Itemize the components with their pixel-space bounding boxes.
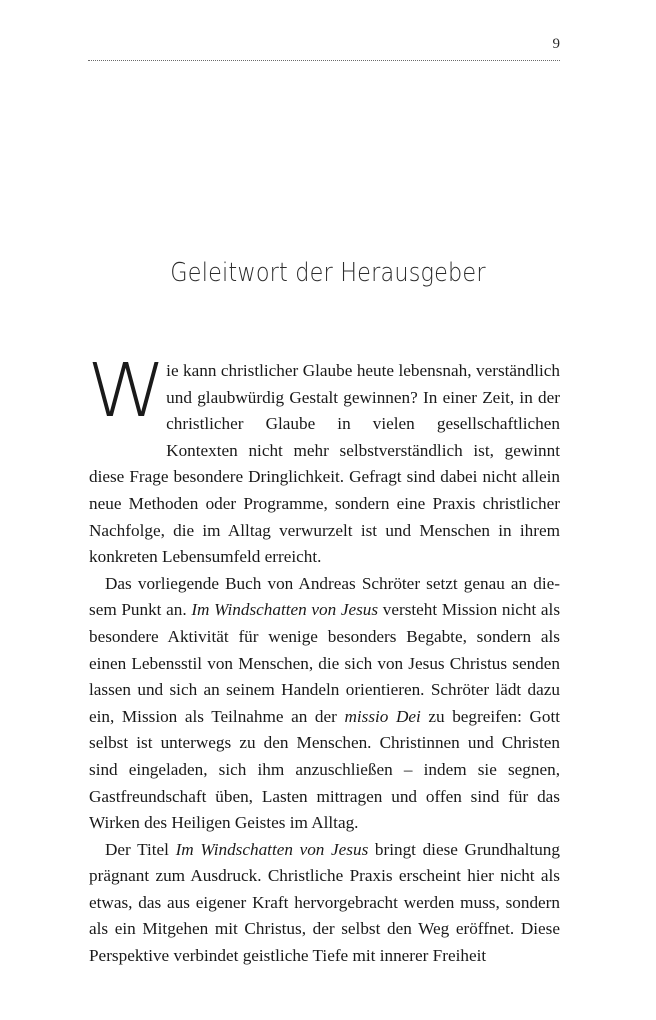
paragraph-3-text-b: bringt diese Grundhaltung prägnant zum Ausdruck. Christliche Praxis erscheint hier nicht als etwas, das aus eigener Kraft hervorgebracht werden muss, sondern als ein Mitgehen mit Christus, der selbst den Weg eröffnet. Diese Perspektive verbindet geistliche Tiefe mit innerer Freiheit — [89, 839, 560, 966]
paragraph-3 — [89, 837, 560, 970]
paragraph-3-text-a: Der Titel — [105, 839, 176, 859]
chapter-title: Geleitwort der Herausgeber — [170, 258, 486, 288]
drop-cap: W — [87, 348, 167, 434]
paragraph-2-text-b: versteht Mission nicht als besondere Aktivität für wenige besonders Begabte, sondern als einen Lebensstil von Menschen, die sich von Jesus Christus senden lassen und sich an seinem Handeln orientieren. Schröter lädt dazu ein, Mission als Teilnahme an der — [89, 600, 561, 726]
paragraph-1 — [87, 348, 560, 571]
paragraph-1-text: ie kann christlicher Glaube heute lebensnah, verständlich und glaubwürdig Gestalt gewinnen? In einer Zeit, in der christlicher Glaube in vielen gesellschaftlichen Kontexten nicht mehr selbstverständlich ist, gewinnt diese Frage besondere Dringlichkeit. Gefragt sind dabei nicht allein neue Methoden oder Programme, sondern eine Praxis christlicher Nachfolge, die im Alltag verwurzelt ist und Menschen in ihrem konkreten Lebensumfeld erreicht. — [89, 361, 560, 567]
book-title-italic-2: Im Windschatten von Jesus — [175, 839, 369, 859]
paragraph-2-text-c: zu begreifen: Gott selbst ist unterwegs zu den Menschen. Christinnen und Christen sind eingeladen, sich ihm anzuschließen – indem sie segnen, Gastfreundschaft üben, Lasten mittragen und offen sind für das Wirken des Heiligen Geistes im Alltag. — [89, 706, 560, 833]
book-title-italic: Im Windschatten von Jesus — [191, 600, 379, 620]
header-rule — [88, 60, 560, 61]
paragraph-2 — [89, 571, 560, 837]
missio-dei-italic: missio Dei — [344, 706, 421, 726]
page-number: 9 — [552, 36, 560, 52]
body-text — [87, 348, 561, 970]
paragraph-2-text-a: Das vorliegende Buch von Andreas Schröter setzt genau an diesem Punkt an. — [89, 573, 560, 620]
